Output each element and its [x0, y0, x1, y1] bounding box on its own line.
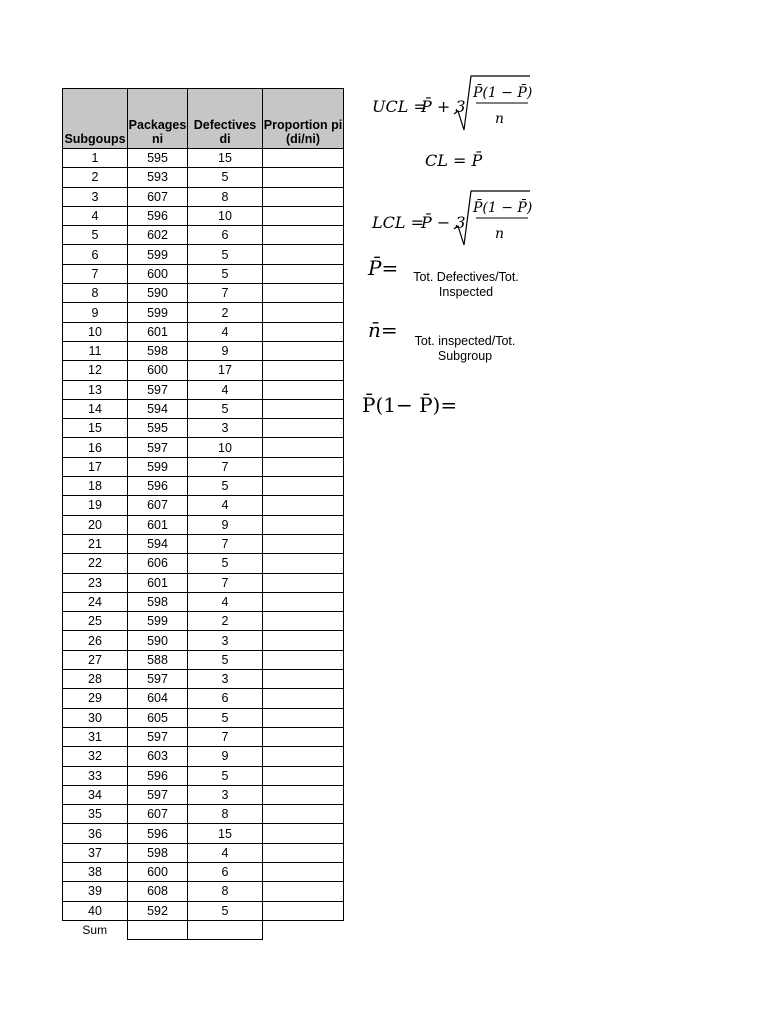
cell-proportion[interactable] — [263, 380, 344, 399]
cell-subgroup[interactable]: 13 — [63, 380, 128, 399]
ucl-numerator: P̄(1 − P̄) — [473, 85, 533, 101]
cell-packages[interactable]: 597 — [128, 380, 188, 399]
table-row — [63, 245, 344, 264]
cell-subgroup[interactable]: 2 — [63, 168, 128, 187]
cell-defectives[interactable]: 6 — [188, 689, 263, 708]
table-row — [63, 264, 344, 283]
lcl-radical — [452, 187, 532, 249]
cell-proportion[interactable] — [263, 805, 344, 824]
cell-packages[interactable]: 598 — [128, 341, 188, 360]
cell-proportion[interactable] — [263, 554, 344, 573]
cell-packages[interactable]: 595 — [128, 149, 188, 168]
table-row — [63, 882, 344, 901]
cell-defectives[interactable]: 5 — [188, 168, 263, 187]
cell-subgroup[interactable]: 34 — [63, 785, 128, 804]
cell-defectives[interactable]: 6 — [188, 226, 263, 245]
ucl-center: P̄ + 3 — [421, 97, 466, 116]
header-row — [63, 89, 344, 149]
cell-packages[interactable]: 601 — [128, 322, 188, 341]
sum-blank — [263, 920, 344, 939]
cell-subgroup[interactable]: 24 — [63, 592, 128, 611]
table-row — [63, 843, 344, 862]
cell-packages[interactable]: 597 — [128, 785, 188, 804]
cell-packages[interactable]: 601 — [128, 515, 188, 534]
cell-packages[interactable]: 607 — [128, 187, 188, 206]
table-row — [63, 862, 344, 881]
cell-proportion[interactable] — [263, 457, 344, 476]
cell-subgroup[interactable]: 35 — [63, 805, 128, 824]
cell-defectives[interactable]: 4 — [188, 380, 263, 399]
cell-subgroup[interactable]: 33 — [63, 766, 128, 785]
cell-proportion[interactable] — [263, 534, 344, 553]
cell-proportion[interactable] — [263, 766, 344, 785]
table-row — [63, 206, 344, 225]
cell-proportion[interactable] — [263, 573, 344, 592]
table-row — [63, 187, 344, 206]
cell-proportion[interactable] — [263, 650, 344, 669]
cell-proportion[interactable] — [263, 361, 344, 380]
cell-subgroup[interactable]: 9 — [63, 303, 128, 322]
cell-defectives[interactable]: 5 — [188, 245, 263, 264]
table-row — [63, 805, 344, 824]
cell-defectives[interactable]: 8 — [188, 187, 263, 206]
cell-proportion[interactable] — [263, 843, 344, 862]
table-row — [63, 149, 344, 168]
cell-subgroup[interactable]: 28 — [63, 670, 128, 689]
cell-proportion[interactable] — [263, 399, 344, 418]
cell-defectives[interactable]: 2 — [188, 612, 263, 631]
lcl-label: LCL = — [372, 213, 424, 232]
cell-subgroup[interactable]: 36 — [63, 824, 128, 843]
cell-packages[interactable]: 603 — [128, 747, 188, 766]
cell-packages[interactable]: 597 — [128, 727, 188, 746]
cell-proportion[interactable] — [263, 631, 344, 650]
table-row — [63, 708, 344, 727]
cell-proportion[interactable] — [263, 785, 344, 804]
table-row — [63, 824, 344, 843]
cell-subgroup[interactable]: 15 — [63, 419, 128, 438]
cell-proportion[interactable] — [263, 727, 344, 746]
cell-subgroup[interactable]: 22 — [63, 554, 128, 573]
cell-subgroup[interactable]: 23 — [63, 573, 128, 592]
cell-defectives[interactable]: 3 — [188, 670, 263, 689]
cell-subgroup[interactable]: 20 — [63, 515, 128, 534]
cell-defectives[interactable]: 5 — [188, 399, 263, 418]
cell-packages[interactable]: 597 — [128, 438, 188, 457]
cell-proportion[interactable] — [263, 747, 344, 766]
cell-defectives[interactable]: 2 — [188, 303, 263, 322]
cell-packages[interactable]: 599 — [128, 457, 188, 476]
defectives-table — [62, 88, 344, 940]
table-row — [63, 496, 344, 515]
cell-subgroup[interactable]: 38 — [63, 862, 128, 881]
cell-proportion[interactable] — [263, 592, 344, 611]
table-row — [63, 785, 344, 804]
cell-proportion[interactable] — [263, 689, 344, 708]
table-row — [63, 361, 344, 380]
cell-proportion[interactable] — [263, 438, 344, 457]
cell-defectives[interactable]: 4 — [188, 322, 263, 341]
table-row — [63, 515, 344, 534]
cell-defectives[interactable]: 4 — [188, 592, 263, 611]
cell-subgroup[interactable]: 1 — [63, 149, 128, 168]
table-row — [63, 303, 344, 322]
header-defectives[interactable]: Defectives di — [188, 89, 263, 149]
cell-proportion[interactable] — [263, 303, 344, 322]
cell-subgroup[interactable]: 14 — [63, 399, 128, 418]
cell-subgroup[interactable]: 40 — [63, 901, 128, 920]
cell-subgroup[interactable]: 4 — [63, 206, 128, 225]
cell-packages[interactable]: 596 — [128, 824, 188, 843]
cell-packages[interactable]: 606 — [128, 554, 188, 573]
cell-subgroup[interactable]: 26 — [63, 631, 128, 650]
table-row — [63, 477, 344, 496]
cell-defectives[interactable]: 9 — [188, 747, 263, 766]
cell-proportion[interactable] — [263, 341, 344, 360]
cell-defectives[interactable]: 5 — [188, 650, 263, 669]
cell-proportion[interactable] — [263, 187, 344, 206]
cell-defectives[interactable]: 15 — [188, 824, 263, 843]
cell-packages[interactable]: 590 — [128, 284, 188, 303]
sum-row — [63, 920, 344, 939]
cell-packages[interactable]: 590 — [128, 631, 188, 650]
header-subgroups[interactable]: Subgoups — [63, 89, 128, 149]
cell-defectives[interactable]: 5 — [188, 554, 263, 573]
cell-packages[interactable]: 605 — [128, 708, 188, 727]
cell-packages[interactable]: 596 — [128, 477, 188, 496]
table-row — [63, 168, 344, 187]
cell-proportion[interactable] — [263, 322, 344, 341]
cell-defectives[interactable]: 5 — [188, 477, 263, 496]
cell-defectives[interactable]: 15 — [188, 149, 263, 168]
cell-proportion[interactable] — [263, 862, 344, 881]
pbar-label: P̄= — [368, 256, 399, 280]
cell-defectives[interactable]: 7 — [188, 284, 263, 303]
cell-defectives[interactable]: 4 — [188, 843, 263, 862]
cell-packages[interactable]: 608 — [128, 882, 188, 901]
pbar-note: Tot. Defectives/Tot. Inspected — [413, 270, 519, 299]
cell-defectives[interactable]: 5 — [188, 708, 263, 727]
cell-packages[interactable]: 595 — [128, 419, 188, 438]
nbar-note: Tot. inspected/Tot. Subgroup — [414, 334, 516, 363]
cell-packages[interactable]: 600 — [128, 361, 188, 380]
cell-packages[interactable]: 594 — [128, 399, 188, 418]
cell-subgroup[interactable]: 10 — [63, 322, 128, 341]
cell-packages[interactable]: 588 — [128, 650, 188, 669]
ucl-label: UCL = — [372, 97, 427, 116]
cell-packages[interactable]: 594 — [128, 534, 188, 553]
cell-defectives[interactable]: 7 — [188, 727, 263, 746]
cell-defectives[interactable]: 8 — [188, 882, 263, 901]
cell-proportion[interactable] — [263, 284, 344, 303]
cell-defectives[interactable]: 9 — [188, 515, 263, 534]
cell-subgroup[interactable]: 3 — [63, 187, 128, 206]
table-row — [63, 554, 344, 573]
cell-subgroup[interactable]: 8 — [63, 284, 128, 303]
cell-packages[interactable]: 599 — [128, 612, 188, 631]
table-row — [63, 670, 344, 689]
cell-packages[interactable]: 601 — [128, 573, 188, 592]
cell-subgroup[interactable]: 27 — [63, 650, 128, 669]
cell-packages[interactable]: 599 — [128, 303, 188, 322]
nbar-label: n̄= — [368, 318, 398, 342]
cell-subgroup[interactable]: 25 — [63, 612, 128, 631]
cell-defectives[interactable]: 7 — [188, 534, 263, 553]
table-row — [63, 766, 344, 785]
cell-defectives[interactable]: 8 — [188, 805, 263, 824]
sum-defectives-cell[interactable] — [188, 920, 263, 939]
cell-defectives[interactable]: 7 — [188, 573, 263, 592]
cell-subgroup[interactable]: 17 — [63, 457, 128, 476]
cell-defectives[interactable]: 3 — [188, 785, 263, 804]
cell-subgroup[interactable]: 18 — [63, 477, 128, 496]
cell-proportion[interactable] — [263, 824, 344, 843]
table-row — [63, 457, 344, 476]
table-row — [63, 322, 344, 341]
table-row — [63, 901, 344, 920]
table-row — [63, 380, 344, 399]
sum-label: Sum — [82, 923, 108, 938]
table-row — [63, 727, 344, 746]
pq-label: P̄(1− P̄)= — [362, 393, 458, 417]
cell-proportion[interactable] — [263, 264, 344, 283]
cell-proportion[interactable] — [263, 226, 344, 245]
cell-defectives[interactable]: 5 — [188, 766, 263, 785]
cell-packages[interactable]: 607 — [128, 496, 188, 515]
cell-packages[interactable]: 602 — [128, 226, 188, 245]
cell-defectives[interactable]: 3 — [188, 419, 263, 438]
cell-proportion[interactable] — [263, 515, 344, 534]
cell-packages[interactable]: 604 — [128, 689, 188, 708]
table-row — [63, 534, 344, 553]
cell-defectives[interactable]: 7 — [188, 457, 263, 476]
cell-defectives[interactable]: 5 — [188, 264, 263, 283]
cl-formula: CL = P̄ — [425, 151, 483, 170]
cell-defectives[interactable]: 6 — [188, 862, 263, 881]
cell-defectives[interactable]: 4 — [188, 496, 263, 515]
table-row — [63, 747, 344, 766]
cell-subgroup[interactable]: 11 — [63, 341, 128, 360]
cell-defectives[interactable]: 9 — [188, 341, 263, 360]
cell-proportion[interactable] — [263, 612, 344, 631]
cell-proportion[interactable] — [263, 670, 344, 689]
cell-subgroup[interactable]: 7 — [63, 264, 128, 283]
table-row — [63, 612, 344, 631]
table-row — [63, 592, 344, 611]
cell-defectives[interactable]: 5 — [188, 901, 263, 920]
cell-proportion[interactable] — [263, 496, 344, 515]
table-row — [63, 631, 344, 650]
cell-subgroup[interactable]: 6 — [63, 245, 128, 264]
cell-proportion[interactable] — [263, 477, 344, 496]
cell-subgroup[interactable]: 5 — [63, 226, 128, 245]
cell-proportion[interactable] — [263, 708, 344, 727]
cell-subgroup[interactable]: 39 — [63, 882, 128, 901]
cell-subgroup[interactable]: 37 — [63, 843, 128, 862]
cell-subgroup[interactable]: 32 — [63, 747, 128, 766]
cell-packages[interactable]: 596 — [128, 766, 188, 785]
cell-packages[interactable]: 596 — [128, 206, 188, 225]
table-row — [63, 419, 344, 438]
sum-packages-cell[interactable] — [128, 920, 188, 939]
cell-subgroup[interactable]: 21 — [63, 534, 128, 553]
cell-defectives[interactable]: 3 — [188, 631, 263, 650]
cell-packages[interactable]: 600 — [128, 264, 188, 283]
cell-packages[interactable]: 592 — [128, 901, 188, 920]
lcl-numerator: P̄(1 − P̄) — [473, 200, 533, 216]
cell-proportion[interactable] — [263, 901, 344, 920]
cell-subgroup[interactable]: 29 — [63, 689, 128, 708]
cell-proportion[interactable] — [263, 149, 344, 168]
cell-proportion[interactable] — [263, 245, 344, 264]
cell-proportion[interactable] — [263, 168, 344, 187]
cell-subgroup[interactable]: 16 — [63, 438, 128, 457]
table-row — [63, 689, 344, 708]
lcl-denominator: n — [495, 226, 505, 242]
cell-packages[interactable]: 598 — [128, 592, 188, 611]
cell-subgroup[interactable]: 30 — [63, 708, 128, 727]
cell-packages[interactable]: 597 — [128, 670, 188, 689]
table-row — [63, 650, 344, 669]
cell-proportion[interactable] — [263, 206, 344, 225]
cell-subgroup[interactable]: 19 — [63, 496, 128, 515]
table-row — [63, 399, 344, 418]
cell-defectives[interactable]: 10 — [188, 206, 263, 225]
cell-packages[interactable]: 600 — [128, 862, 188, 881]
header-proportion[interactable]: Proportion pi (di/ni) — [263, 89, 344, 149]
table-row — [63, 284, 344, 303]
table-row — [63, 438, 344, 457]
ucl-denominator: n — [495, 111, 505, 127]
cell-packages[interactable]: 607 — [128, 805, 188, 824]
ucl-radical — [452, 72, 532, 134]
cell-defectives[interactable]: 17 — [188, 361, 263, 380]
lcl-center: P̄ − 3 — [421, 213, 466, 232]
cell-packages[interactable]: 593 — [128, 168, 188, 187]
header-packages[interactable]: Packages ni — [128, 89, 188, 149]
cell-subgroup[interactable]: 31 — [63, 727, 128, 746]
table-row — [63, 573, 344, 592]
cell-subgroup[interactable]: 12 — [63, 361, 128, 380]
cell-proportion[interactable] — [263, 882, 344, 901]
cell-packages[interactable]: 599 — [128, 245, 188, 264]
cell-defectives[interactable]: 10 — [188, 438, 263, 457]
table-row — [63, 226, 344, 245]
cell-proportion[interactable] — [263, 419, 344, 438]
cell-packages[interactable]: 598 — [128, 843, 188, 862]
table-row — [63, 341, 344, 360]
